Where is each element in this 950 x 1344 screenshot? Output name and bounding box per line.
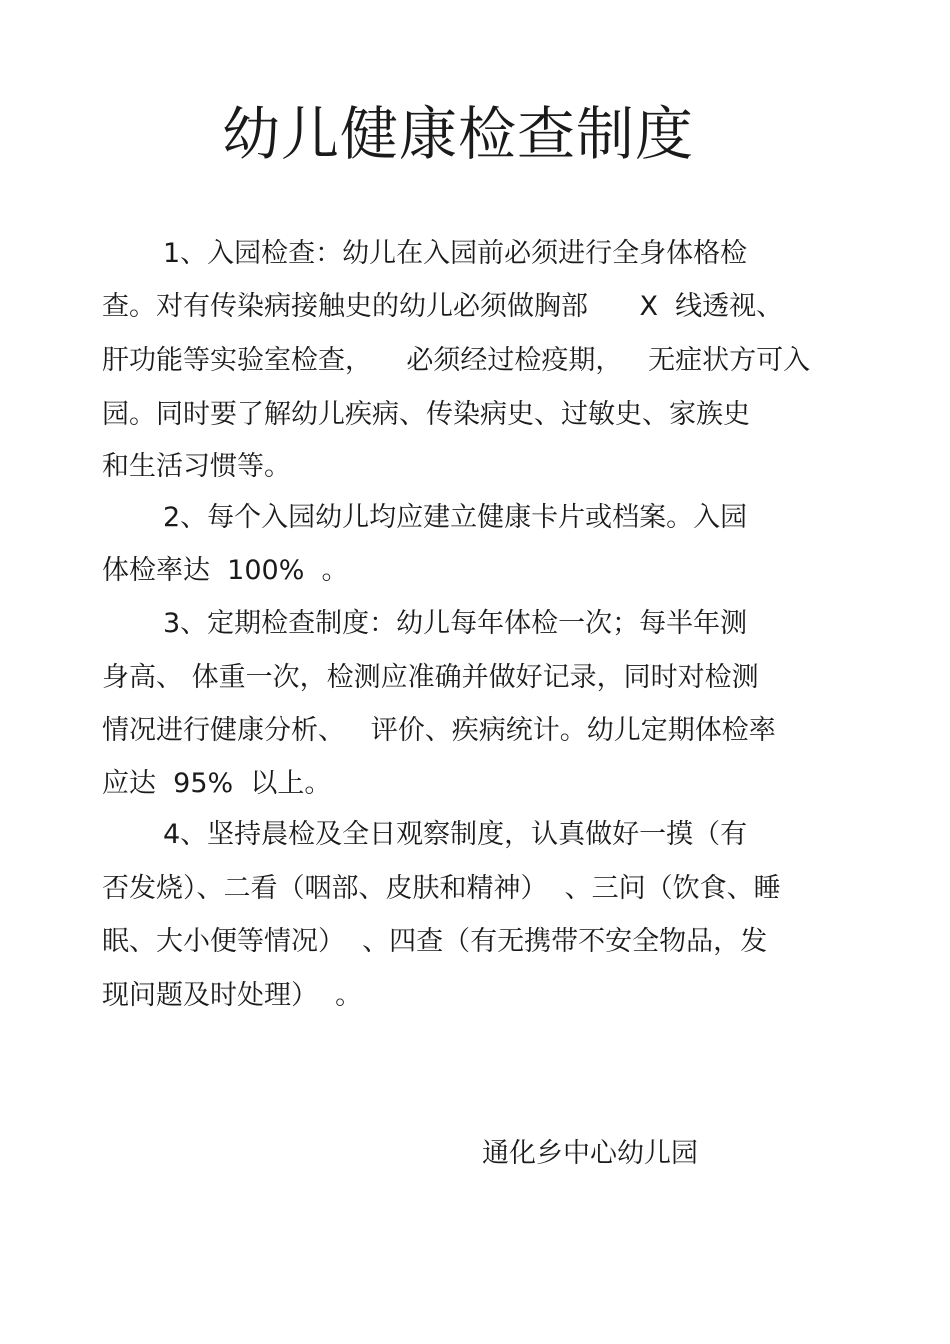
paragraph-line: 2、每个入园幼儿均应建立健康卡片或档案。入园	[163, 502, 748, 533]
paragraph-line: 查。对有传染病接触史的幼儿必须做胸部 X 线透视、	[102, 291, 784, 322]
paragraph-line: 园。同时要了解幼儿疾病、传染病史、过敏史、家族史	[102, 399, 750, 430]
paragraph-line: 现问题及时处理） 。	[102, 980, 363, 1011]
paragraph-line: 情况进行健康分析、 评价、疾病统计。幼儿定期体检率	[102, 715, 776, 746]
paragraph-line: 眠、大小便等情况） 、四查（有无携带不安全物品，发	[102, 926, 768, 957]
paragraph-line: 身高、 体重一次，检测应准确并做好记录，同时对检测	[102, 662, 759, 693]
paragraph-line: 应达 95% 以上。	[102, 768, 332, 799]
document-title: 幼儿健康检查制度	[221, 100, 694, 168]
paragraph-line: 1、入园检查：幼儿在入园前必须进行全身体格检	[163, 238, 748, 269]
paragraph-line: 体检率达 100% 。	[102, 555, 349, 586]
paragraph-line: 4、坚持晨检及全日观察制度，认真做好一摸（有	[163, 819, 748, 850]
signature: 通化乡中心幼儿园	[482, 1138, 698, 1169]
paragraph-line: 和生活习惯等。	[102, 451, 291, 482]
paragraph-line: 否发烧）、二看（咽部、皮肤和精神） 、三问（饮食、睡	[102, 873, 781, 904]
paragraph-line: 3、定期检查制度：幼儿每年体检一次；每半年测	[163, 608, 748, 639]
paragraph-line: 肝功能等实验室检查， 必须经过检疫期， 无症状方可入	[102, 345, 811, 376]
